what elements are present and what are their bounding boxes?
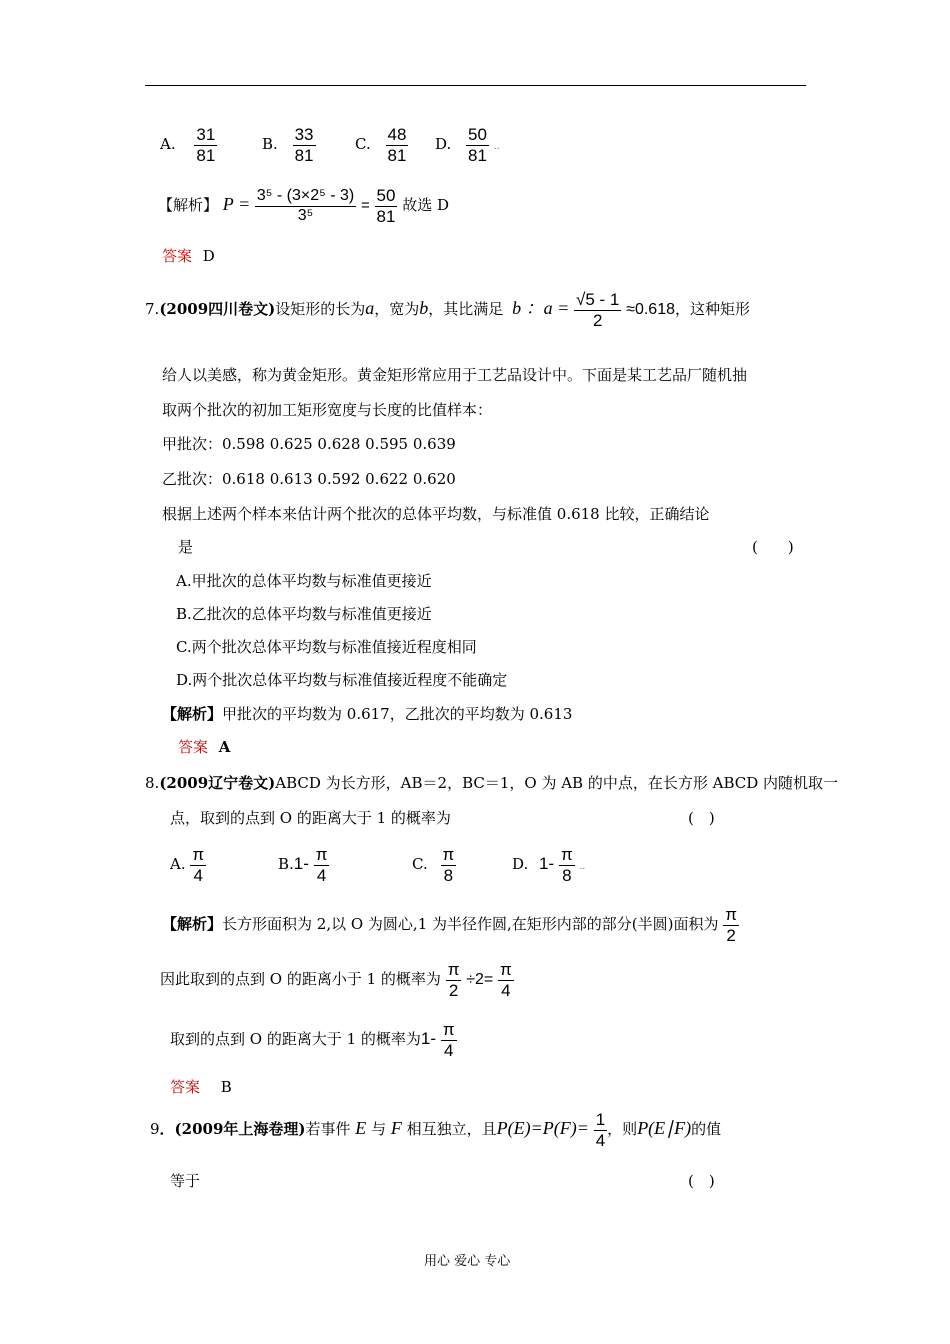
ratio-denominator: 2 (592, 310, 603, 330)
q8-stem (145, 772, 838, 793)
option-label: B. (278, 855, 294, 874)
q6-option-a (160, 125, 217, 165)
q8-analysis-1 (162, 905, 739, 945)
option-label: C. (355, 135, 371, 154)
stem-text: ，其比满足 (428, 300, 504, 319)
option-num: π (442, 845, 455, 864)
conclusion-text: 故选 D (402, 196, 450, 215)
question-source: (2009四川卷文) (159, 300, 276, 319)
q8-analysis-3 (170, 1020, 457, 1060)
answer-label: 答案 (178, 738, 209, 756)
formula-equals: = (360, 197, 370, 215)
option-prefix: 1- (539, 854, 555, 874)
answer-label: 答案 (170, 1078, 201, 1096)
result-den: 81 (376, 206, 396, 226)
var-f: F (390, 1118, 402, 1139)
q8-line: 点，取到的点到 O 的距离大于 1 的概率为 (170, 809, 451, 827)
answer-value: D (202, 247, 215, 265)
q6-answer (162, 245, 215, 266)
q8-option-b (278, 845, 329, 885)
option-den: 4 (193, 865, 203, 885)
stem-text: ，这种矩形 (675, 300, 751, 319)
option-den: 81 (468, 145, 487, 165)
divide-expression: ÷2= (466, 971, 494, 989)
var-e: E (355, 1118, 367, 1139)
header-rule (145, 85, 806, 86)
option-den: 4 (316, 865, 327, 885)
stem-text: ，则 (607, 1120, 638, 1139)
q9-line: 等于 (170, 1172, 201, 1190)
stem-text: 相互独立，且 (406, 1120, 497, 1139)
option-label: D. (512, 855, 529, 874)
result-num: 50 (376, 186, 396, 205)
analysis-text: 因此取到的点到 O 的距离小于 1 的概率为 (160, 970, 441, 989)
q8-option-d: D. 1- $\frac{\pi}{8}$ .. (512, 845, 586, 885)
option-num: 48 (387, 125, 407, 144)
question-number: 9 (150, 1120, 160, 1139)
option-num: 33 (294, 125, 314, 144)
fraction-den: 2 (726, 925, 736, 945)
option-label: B. (262, 135, 278, 154)
q9-stem (150, 1110, 721, 1150)
analysis-text: 甲批次的平均数为 0.617，乙批次的平均数为 0.613 (222, 705, 573, 723)
answer-blank: ( ) (688, 1172, 715, 1190)
fraction-num: π (447, 960, 460, 979)
q6-option-c (355, 125, 408, 165)
q7-line: 取两个批次的初加工矩形宽度与长度的比值样本： (162, 401, 493, 419)
stem-text: 设矩形的长为 (275, 300, 366, 319)
answer-label: 答案 (162, 247, 193, 265)
option-den: 8 (562, 865, 572, 885)
probability-expression: P(E)=P(F)= (496, 1118, 589, 1139)
option-prefix: 1- (293, 854, 309, 874)
q6-option-d: D. $\frac{50}{81}$ .. (435, 125, 500, 165)
stem-text: 的值 (691, 1120, 722, 1139)
conditional-expression: P(E∣F) (637, 1118, 692, 1139)
ratio-expression: b ：a = (512, 298, 570, 319)
option-label: A. (160, 135, 176, 154)
option-den: 81 (387, 145, 407, 165)
question-number: 7. (145, 300, 160, 319)
q7-option-a: A.甲批次的总体平均数与标准值更接近 (176, 572, 432, 590)
fraction-den: 4 (595, 1130, 606, 1150)
q7-analysis (162, 703, 572, 724)
q8-option-a (170, 845, 206, 885)
q6-option-b (262, 125, 316, 165)
stem-text: 与 (371, 1120, 387, 1139)
q7-option-b: B.乙批次的总体平均数与标准值更接近 (176, 605, 432, 623)
formula-denominator: 3⁵ (297, 206, 314, 224)
q7-option-c: C.两个批次总体平均数与标准值接近程度相同 (176, 638, 477, 656)
q7-batch-a: 甲批次：0.598 0.625 0.628 0.595 0.639 (162, 435, 456, 453)
fraction-den: 4 (443, 1040, 454, 1060)
option-label: A. (170, 855, 186, 874)
option-num: π (315, 845, 328, 864)
option-den: 8 (443, 865, 454, 885)
analysis-tag: 【解析】 (162, 915, 223, 934)
analysis-tag: 【解析】 (158, 196, 219, 215)
q6-analysis (158, 186, 449, 226)
analysis-tag: 【解析】 (162, 705, 223, 723)
prefix: 1- (420, 1029, 437, 1049)
fraction-den: 2 (448, 980, 459, 1000)
var-b: b (419, 298, 429, 319)
fraction-num: π (500, 960, 512, 979)
question-source: (2009辽宁卷文) (159, 774, 276, 792)
q7-option-d: D.两个批次总体平均数与标准值接近程度不能确定 (176, 671, 508, 689)
question-source: ．(2009年上海卷理) (159, 1120, 306, 1139)
fraction-den: 4 (501, 980, 511, 1000)
option-num: π (560, 845, 573, 864)
option-label: C. (412, 855, 428, 874)
approx-value: ≈0.618 (626, 301, 675, 319)
q7-line: 给人以美感，称为黄金矩形。黄金矩形常应用于工艺品设计中。下面是某工艺品厂随机抽 (162, 366, 748, 384)
q7-answer (178, 736, 230, 757)
option-label: D. (435, 135, 452, 154)
var-a: a (365, 298, 375, 319)
option-num: π (192, 845, 205, 864)
answer-value: B (220, 1078, 232, 1096)
fraction-num: 1 (595, 1110, 606, 1129)
option-den: 81 (196, 145, 216, 165)
stem-text: ，宽为 (374, 300, 420, 319)
q8-option-c (412, 845, 456, 885)
fraction-num: π (442, 1020, 455, 1039)
formula-numerator: 3⁵ - (3×2⁵ - 3) (255, 187, 356, 206)
option-num: 31 (196, 125, 216, 144)
q8-analysis-2 (160, 960, 514, 1000)
q7-line: 是 (178, 538, 194, 556)
page-footer: 用心 爱心 专心 (424, 1254, 511, 1269)
q8-answer (170, 1076, 232, 1097)
answer-blank: ( ) (688, 809, 715, 827)
q7-stem (145, 290, 750, 330)
formula-lhs: P = (222, 194, 251, 215)
fraction-num: π (725, 905, 737, 924)
stem-text: ABCD 为长方形，AB＝2，BC＝1，O 为 AB 的中点，在长方形 ABCD 内随机取一 (275, 774, 839, 792)
option-num: 50 (468, 125, 487, 144)
option-den: 81 (294, 145, 314, 165)
q7-batch-b: 乙批次：0.618 0.613 0.592 0.622 0.620 (162, 470, 456, 488)
analysis-text: 取到的点到 O 的距离大于 1 的概率为 (170, 1030, 421, 1049)
answer-value: A (218, 738, 231, 756)
ratio-numerator: √5 - 1 (576, 290, 620, 309)
stem-text: 若事件 (305, 1120, 351, 1139)
question-number: 8. (145, 774, 160, 792)
answer-blank: ( ) (752, 538, 794, 556)
analysis-text: 长方形面积为 2,以 O 为圆心,1 为半径作圆,在矩形内部的部分(半圆)面积为 (222, 915, 719, 934)
q7-line: 根据上述两个样本来估计两个批次的总体平均数，与标准值 0.618 比较，正确结论 (162, 505, 710, 523)
